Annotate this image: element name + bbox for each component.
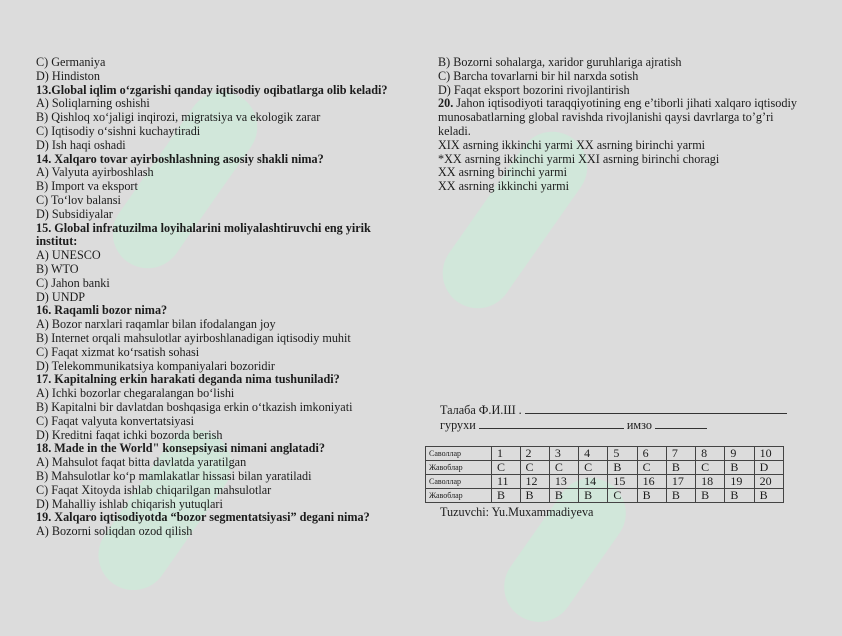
line-text <box>36 111 406 125</box>
line-text <box>438 166 818 180</box>
line-text <box>36 498 406 512</box>
line-text <box>438 56 818 70</box>
text: XX asrning birinchi yarmi <box>438 165 567 180</box>
text: 14. Xalqaro tovar ayirboshlashning asosiy shakli nima? <box>36 151 324 166</box>
table-cell: D <box>754 461 783 475</box>
table-cell: B <box>666 461 695 475</box>
table-cell: C <box>492 461 521 475</box>
table-cell: 3 <box>549 447 578 461</box>
line-text <box>438 97 818 111</box>
line-text <box>36 318 406 332</box>
table-cell: 7 <box>666 447 695 461</box>
line-text <box>36 249 406 263</box>
table-cell: 16 <box>637 475 666 489</box>
question-text <box>36 373 406 387</box>
table-cell: B <box>492 489 521 503</box>
text: D) Telekommunikatsiya kompaniyalari bozoridir <box>36 358 275 373</box>
group-field[interactable] <box>479 418 624 429</box>
question-text <box>36 304 406 318</box>
row-label: Саволлар <box>426 447 492 461</box>
answer-table <box>425 446 784 503</box>
text: A) Mahsulot faqat bitta davlatda yaratilgan <box>36 455 247 470</box>
table-cell: B <box>754 489 783 503</box>
table-cell: B <box>579 489 608 503</box>
text: C) Faqat valyuta konvertatsiyasi <box>36 413 195 428</box>
line-text <box>36 484 406 498</box>
text: B) Bozorni sohalarga, xaridor guruhlariga ajratish <box>438 55 682 69</box>
table-cell: 2 <box>520 447 549 461</box>
table-cell: 20 <box>754 475 783 489</box>
line-text <box>36 415 406 429</box>
text: B) Import va eksport <box>36 179 138 194</box>
row-label: Жавоблар <box>426 461 492 475</box>
text: C) Faqat Xitoyda ishlab chiqarilgan mahsulotlar <box>36 482 272 497</box>
line-text <box>36 97 406 111</box>
line-text <box>36 360 406 374</box>
question-text <box>36 511 406 525</box>
row-label: Саволлар <box>426 475 492 489</box>
line-text <box>36 332 406 346</box>
line-text <box>36 346 406 360</box>
table-cell: 14 <box>579 475 608 489</box>
line-text <box>36 291 406 305</box>
table-cell: 17 <box>666 475 695 489</box>
text: munosabatlarning global ravishda rivojlanishi qaysi davrlarga to’g’ri <box>438 110 774 125</box>
line-text <box>36 429 406 443</box>
table-cell: 12 <box>520 475 549 489</box>
table-cell: B <box>520 489 549 503</box>
line-text <box>438 70 818 84</box>
table-cell: 13 <box>549 475 578 489</box>
line-text <box>438 139 818 153</box>
question-text <box>36 153 406 167</box>
table-cell: B <box>725 461 754 475</box>
left-column <box>36 56 406 539</box>
line-text <box>36 166 406 180</box>
text: institut: <box>36 234 78 249</box>
text: D) Faqat eksport bozorini rivojlantirish <box>438 82 630 97</box>
table-row <box>426 461 784 475</box>
text: C) Jahon banki <box>36 275 110 290</box>
line-text <box>438 125 818 139</box>
table-cell: B <box>549 489 578 503</box>
signature-label: имзо <box>626 418 652 432</box>
table-cell: B <box>637 489 666 503</box>
student-name-field[interactable] <box>525 403 787 414</box>
text: D) Ish haqi oshadi <box>36 137 126 152</box>
table-cell: B <box>725 489 754 503</box>
table-row <box>426 475 784 489</box>
text: A) Valyuta ayirboshlash <box>36 165 154 180</box>
text: A) Ichki bozorlar chegaralangan bo‘lishi <box>36 386 235 401</box>
line-text <box>36 277 406 291</box>
table-cell: B <box>608 461 637 475</box>
line-text <box>438 111 818 125</box>
text: 19. Xalqaro iqtisodiyotda “bozor segmentatsiyasi” degani nima? <box>36 510 370 525</box>
line-text <box>36 401 406 415</box>
text: A) Bozorni soliqdan ozod qilish <box>36 524 193 539</box>
line-text <box>36 470 406 484</box>
question-text <box>36 442 406 456</box>
text: 16. Raqamli bozor nima? <box>36 303 168 318</box>
line-text <box>36 456 406 470</box>
line-text <box>36 387 406 401</box>
table-row <box>426 489 784 503</box>
author: Tuzuvchi: Yu.Muxammadiyeva <box>440 505 594 519</box>
signature-field[interactable] <box>655 418 707 429</box>
text: Jahon iqtisodiyoti taraqqiyotining eng e’tiborli jihati xalqaro iqtisodiy <box>453 96 797 111</box>
table-cell: C <box>549 461 578 475</box>
text: D) Subsidiyalar <box>36 206 113 221</box>
table-cell: 11 <box>492 475 521 489</box>
text: A) Soliqlarning oshishi <box>36 96 150 111</box>
text: D) UNDP <box>36 289 86 304</box>
line-text <box>36 194 406 208</box>
text: 15. Global infratuzilma loyihalarini moliyalashtiruvchi eng yirik <box>36 220 371 235</box>
table-cell: 15 <box>608 475 637 489</box>
text: XIX asrning ikkinchi yarmi XX asrning birinchi yarmi <box>438 137 706 152</box>
text: C) Iqtisodiy o‘sishni kuchaytiradi <box>36 123 201 138</box>
text: XX asrning ikkinchi yarmi <box>438 179 569 194</box>
text: B) WTO <box>36 261 79 276</box>
text: 13.Global iqlim o‘zgarishi qanday iqtisodiy oqibatlarga olib keladi? <box>36 82 388 97</box>
table-cell: C <box>696 461 725 475</box>
line-text <box>36 263 406 277</box>
table-cell: 19 <box>725 475 754 489</box>
student-label: Талаба Ф.И.Ш . <box>440 403 522 417</box>
row-label: Жавоблар <box>426 489 492 503</box>
question-text <box>36 235 406 249</box>
table-row <box>426 447 784 461</box>
question-text <box>36 222 406 236</box>
table-cell: 1 <box>492 447 521 461</box>
line-text <box>438 180 818 194</box>
line-text <box>36 525 406 539</box>
table-cell: 8 <box>696 447 725 461</box>
table-cell: 6 <box>637 447 666 461</box>
line-text <box>36 208 406 222</box>
table-cell: C <box>608 489 637 503</box>
text: A) Bozor narxlari raqamlar bilan ifodalangan joy <box>36 317 276 332</box>
question-text <box>36 84 406 98</box>
text: 17. Kapitalning erkin harakati deganda nima tushuniladi? <box>36 372 340 387</box>
table-cell: C <box>520 461 549 475</box>
text: B) Qishloq xo‘jaligi inqirozi, migratsiya va ekologik zarar <box>36 110 321 125</box>
text: C) Faqat xizmat ko‘rsatish sohasi <box>36 344 200 359</box>
text: D) Kreditni faqat ichki bozorda berish <box>36 427 223 442</box>
text: keladi. <box>438 123 471 138</box>
table-cell: 9 <box>725 447 754 461</box>
text: C) Germaniya <box>36 55 106 69</box>
group-line <box>440 418 707 433</box>
table-cell: 4 <box>579 447 608 461</box>
table-cell: C <box>637 461 666 475</box>
line-text <box>438 153 818 167</box>
text: 18. Made in the World" konsepsiyasi nimani anglatadi? <box>36 441 325 456</box>
table-cell: C <box>579 461 608 475</box>
table-cell: B <box>696 489 725 503</box>
text: *XX asrning ikkinchi yarmi XXI asrning birinchi choragi <box>438 151 720 166</box>
line-text <box>438 84 818 98</box>
text: B) Internet orqali mahsulotlar ayirboshlanadigan iqtisodiy muhit <box>36 330 351 345</box>
text: C) To‘lov balansi <box>36 192 121 207</box>
student-name-line <box>440 403 787 418</box>
line-text <box>36 56 406 70</box>
text: B) Kapitalni bir davlatdan boshqasiga erkin o‘tkazish imkoniyati <box>36 399 353 414</box>
line-text <box>36 139 406 153</box>
line-text <box>36 70 406 84</box>
text: C) Barcha tovarlarni bir hil narxda sotish <box>438 68 639 83</box>
text: B) Mahsulotlar ko‘p mamlakatlar hissasi bilan yaratiladi <box>36 468 312 483</box>
table-cell: B <box>666 489 695 503</box>
line-text <box>36 125 406 139</box>
question-number: 20. <box>438 96 454 111</box>
group-label: гурухи <box>440 418 476 432</box>
text: A) UNESCO <box>36 248 101 263</box>
line-text <box>36 180 406 194</box>
table-cell: 10 <box>754 447 783 461</box>
text: D) Hindiston <box>36 68 100 83</box>
table-cell: 18 <box>696 475 725 489</box>
table-cell: 5 <box>608 447 637 461</box>
right-column <box>438 56 818 194</box>
text: D) Mahalliy ishlab chiqarish yutuqlari <box>36 496 223 511</box>
